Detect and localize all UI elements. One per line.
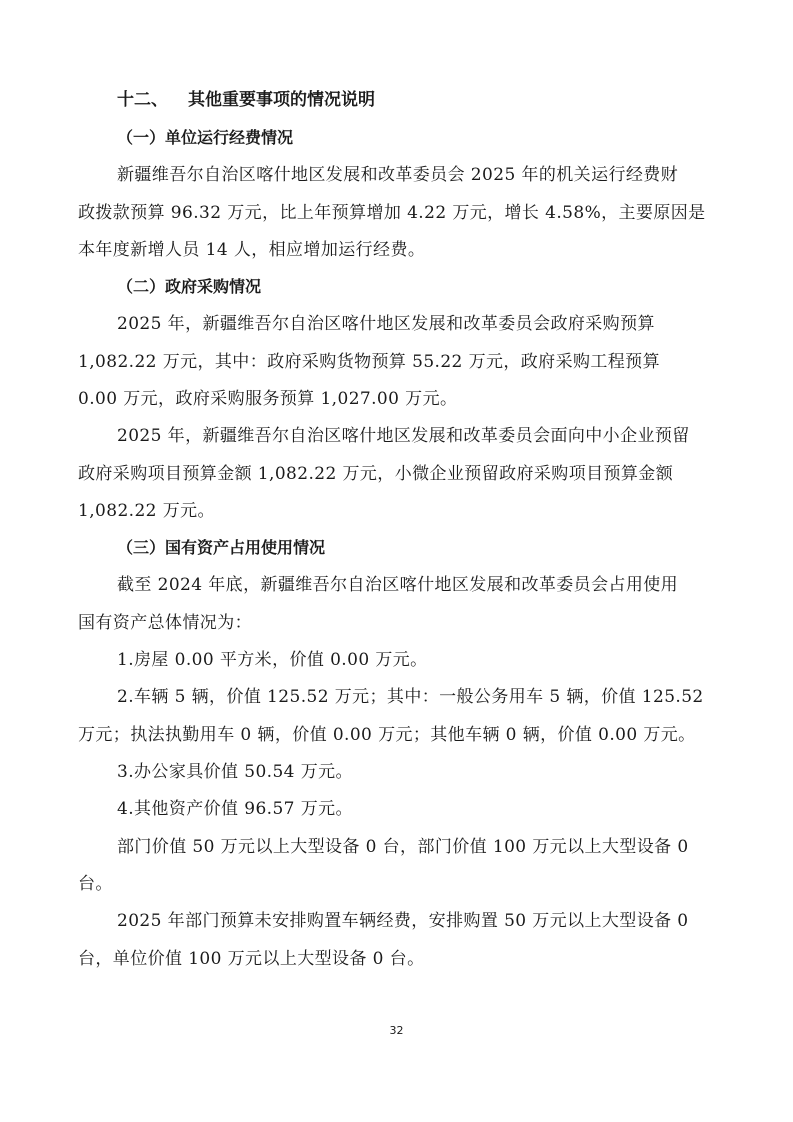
- page-number: 32: [389, 1024, 404, 1037]
- asset-item-furniture: 3.办公家具价值 50.54 万元。: [117, 762, 353, 782]
- section-title: 其他重要事项的情况说明: [188, 90, 375, 110]
- paragraph-line: 2025 年，新疆维吾尔自治区喀什地区发展和改革委员会面向中小企业预留: [117, 426, 690, 446]
- paragraph-line: 0.00 万元，政府采购服务预算 1,027.00 万元。: [78, 389, 458, 409]
- paragraph-line: 2025 年部门预算未安排购置车辆经费，安排购置 50 万元以上大型设备 0: [117, 911, 689, 931]
- paragraph-line: 新疆维吾尔自治区喀什地区发展和改革委员会 2025 年的机关运行经费财: [117, 165, 679, 185]
- asset-item-other: 4.其他资产价值 96.57 万元。: [117, 799, 353, 819]
- paragraph-line: 政府采购项目预算金额 1,082.22 万元，小微企业预留政府采购项目预算金额: [78, 464, 674, 484]
- asset-item-housing: 1.房屋 0.00 平方米，价值 0.00 万元。: [117, 650, 428, 670]
- subsection-heading-procurement: （二）政府采购情况: [117, 277, 262, 296]
- paragraph-line: 本年度新增人员 14 人，相应增加运行经费。: [78, 240, 426, 260]
- paragraph-line: 政拨款预算 96.32 万元，比上年预算增加 4.22 万元，增长 4.58%，主要原因是: [78, 203, 706, 223]
- section-heading: [117, 88, 375, 112]
- asset-item-vehicles: 2.车辆 5 辆，价值 125.52 万元；其中：一般公务用车 5 辆，价值 125.52: [117, 687, 704, 707]
- paragraph-line: 国有资产总体情况为：: [78, 613, 252, 633]
- paragraph-line: 1,082.22 万元。: [78, 501, 215, 521]
- section-number: 十二、: [117, 90, 168, 110]
- paragraph-line: 台，单位价值 100 万元以上大型设备 0 台。: [78, 949, 425, 969]
- asset-item-vehicles-cont: 万元；执法执勤用车 0 辆，价值 0.00 万元；其他车辆 0 辆，价值 0.00 万元。: [78, 725, 696, 745]
- subsection-heading-state-assets: （三）国有资产占用使用情况: [117, 538, 326, 557]
- subsection-heading-operating-costs: （一）单位运行经费情况: [117, 128, 294, 147]
- paragraph-line: 台。: [78, 874, 113, 894]
- paragraph-line: 2025 年，新疆维吾尔自治区喀什地区发展和改革委员会政府采购预算: [117, 314, 655, 334]
- paragraph-line: 1,082.22 万元，其中：政府采购货物预算 55.22 万元，政府采购工程预算: [78, 352, 660, 372]
- paragraph-line: 部门价值 50 万元以上大型设备 0 台，部门价值 100 万元以上大型设备 0: [117, 837, 689, 857]
- paragraph-line: 截至 2024 年底，新疆维吾尔自治区喀什地区发展和改革委员会占用使用: [117, 575, 679, 595]
